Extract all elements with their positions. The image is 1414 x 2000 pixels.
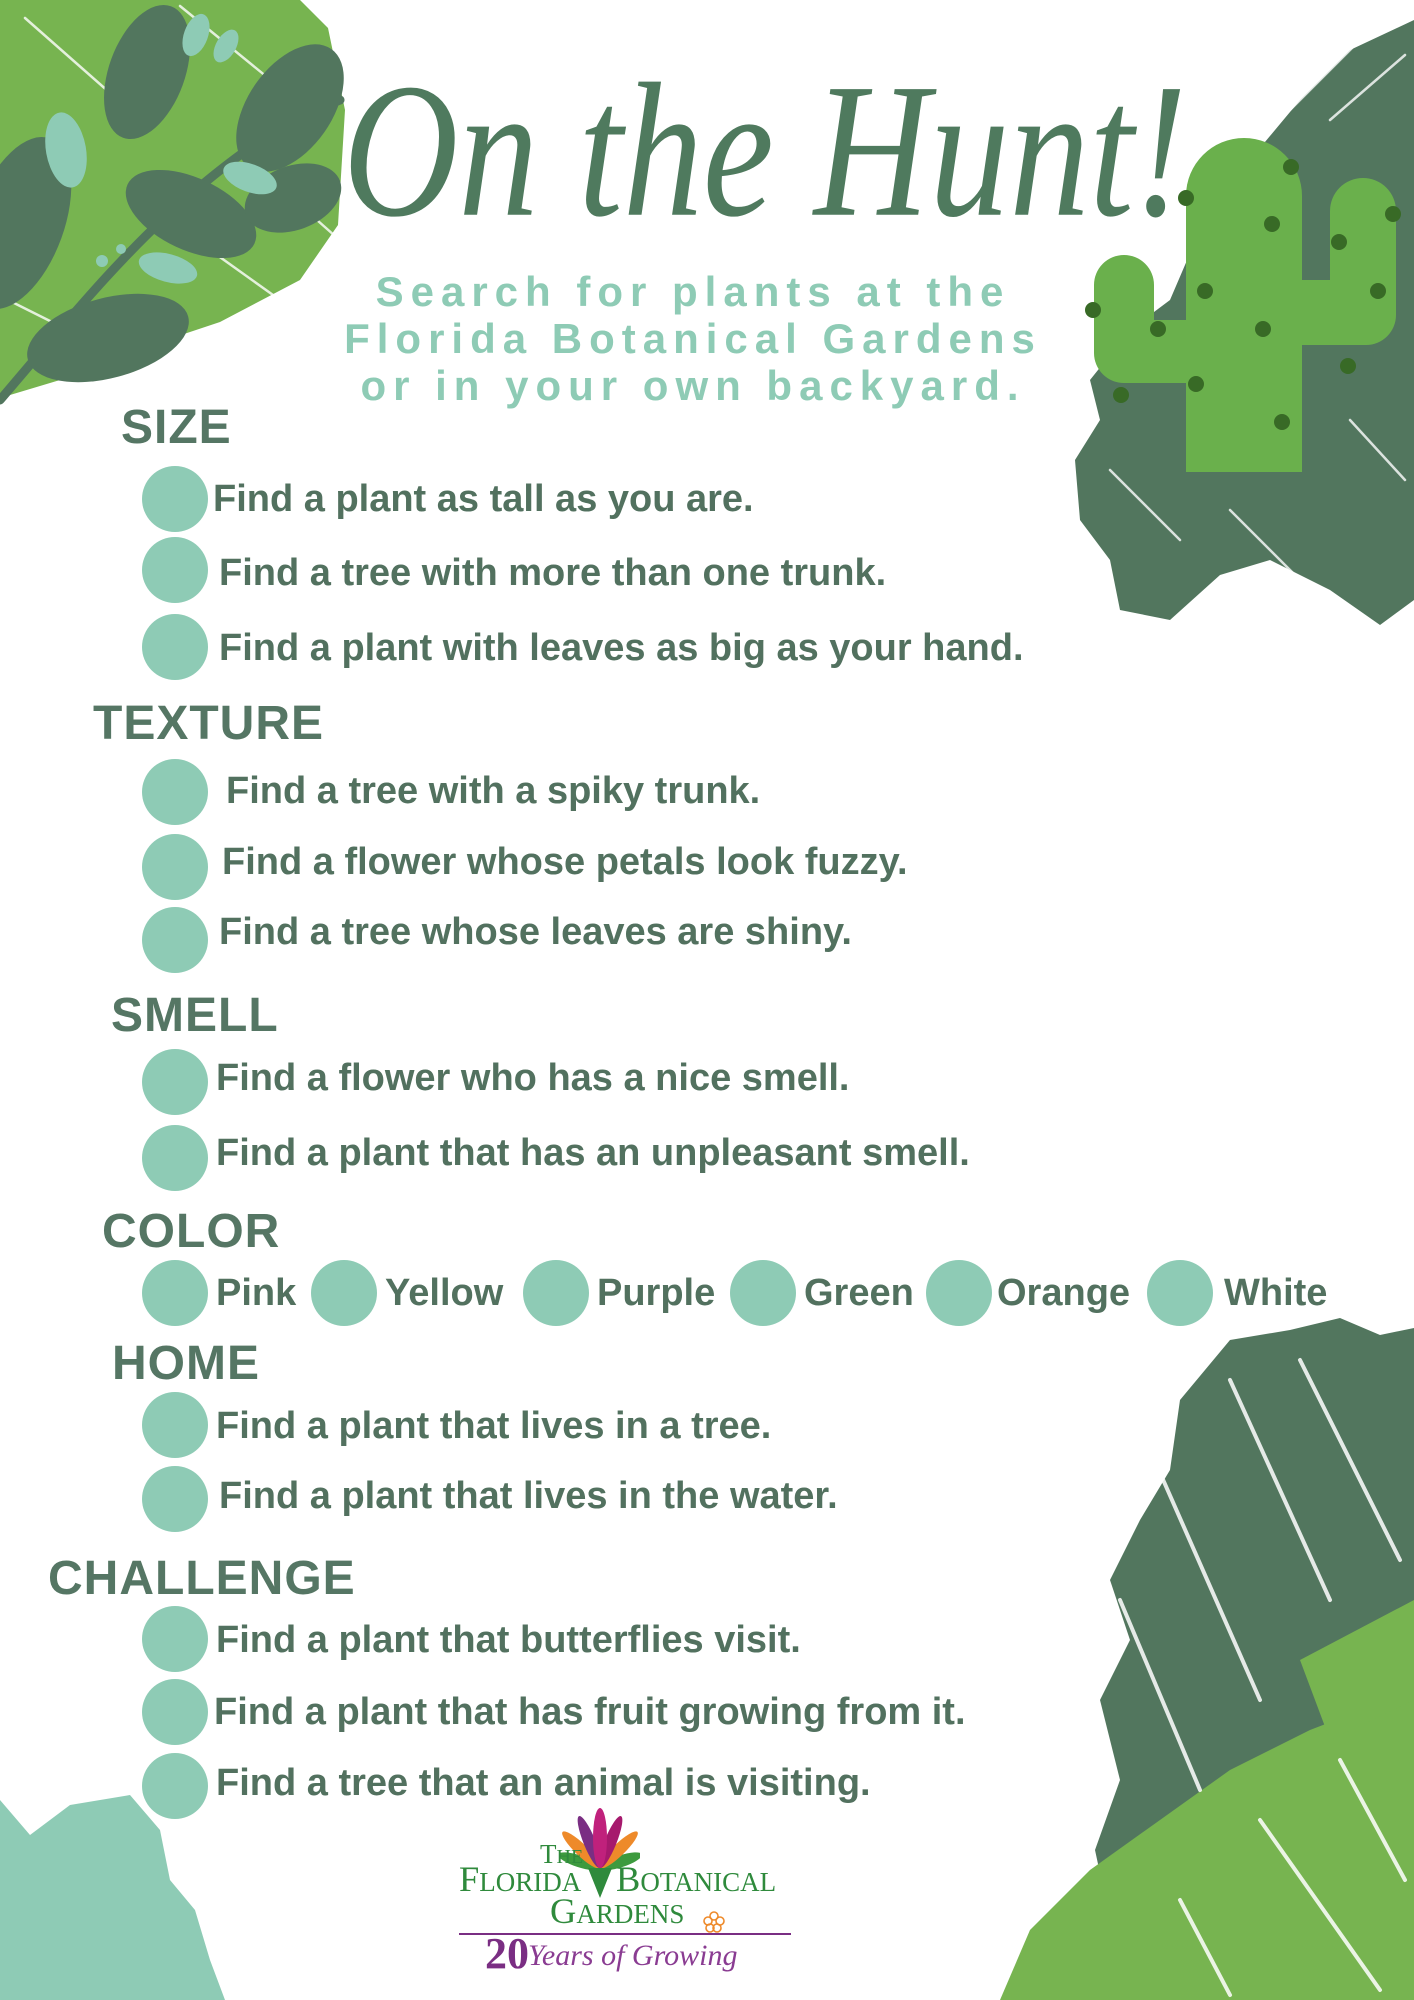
water-droplet bbox=[96, 255, 108, 267]
size-item-2-checkbox[interactable] bbox=[142, 537, 208, 603]
color-green-checkbox[interactable] bbox=[730, 1260, 796, 1326]
cactus-spine-dot bbox=[1385, 206, 1401, 222]
color-pink-checkbox[interactable] bbox=[142, 1260, 208, 1326]
subtitle-line-1: Search for plants at the bbox=[375, 268, 1011, 315]
challenge-item-2-checkbox[interactable] bbox=[142, 1679, 208, 1745]
cactus-spine-dot bbox=[1331, 234, 1347, 250]
challenge-item-3-text: Find a tree that an animal is visiting. bbox=[216, 1762, 871, 1804]
texture-item-1-text: Find a tree with a spiky trunk. bbox=[226, 770, 761, 812]
logo-botanical: BOTANICAL bbox=[616, 1859, 777, 1899]
water-droplet bbox=[116, 244, 126, 254]
logo-florida: FLORIDA bbox=[459, 1859, 582, 1899]
challenge-heading: CHALLENGE bbox=[48, 1552, 356, 1605]
cactus-spine-dot bbox=[1197, 283, 1213, 299]
cactus-spine-dot bbox=[1255, 321, 1271, 337]
texture-item-3-text: Find a tree whose leaves are shiny. bbox=[219, 911, 852, 953]
logo-tagline: Years of Growing bbox=[528, 1939, 738, 1972]
size-item-3-checkbox[interactable] bbox=[142, 614, 208, 680]
size-item-2-text: Find a tree with more than one trunk. bbox=[219, 552, 887, 594]
color-yellow-label: Yellow bbox=[385, 1272, 504, 1314]
color-purple-checkbox[interactable] bbox=[523, 1260, 589, 1326]
challenge-item-3-checkbox[interactable] bbox=[142, 1753, 208, 1819]
color-purple-label: Purple bbox=[597, 1272, 716, 1314]
bottom-right-brush-art bbox=[1000, 1318, 1414, 2000]
cactus-spine-dot bbox=[1274, 414, 1290, 430]
small-flower-icon bbox=[702, 1910, 726, 1934]
cactus-spine-dot bbox=[1370, 283, 1386, 299]
challenge-item-1-text: Find a plant that butterflies visit. bbox=[216, 1619, 801, 1661]
subtitle-line-2: Florida Botanical Gardens bbox=[344, 315, 1042, 362]
cactus-spine-dot bbox=[1188, 376, 1204, 392]
texture-item-3-checkbox[interactable] bbox=[142, 907, 208, 973]
challenge-item-2-text: Find a plant that has fruit growing from it. bbox=[214, 1691, 966, 1733]
color-yellow-checkbox[interactable] bbox=[311, 1260, 377, 1326]
challenge-item-1-checkbox[interactable] bbox=[142, 1606, 208, 1672]
home-item-1-text: Find a plant that lives in a tree. bbox=[216, 1405, 772, 1447]
smell-item-1-text: Find a flower who has a nice smell. bbox=[216, 1057, 850, 1099]
color-orange-label: Orange bbox=[997, 1272, 1131, 1314]
smell-item-2-text: Find a plant that has an unpleasant smell. bbox=[216, 1132, 970, 1174]
color-green-label: Green bbox=[804, 1272, 914, 1314]
home-heading: HOME bbox=[112, 1337, 260, 1390]
size-item-1-text: Find a plant as tall as you are. bbox=[213, 478, 754, 520]
mint-brush-stroke bbox=[0, 1795, 225, 2000]
home-item-2-checkbox[interactable] bbox=[142, 1466, 208, 1532]
color-heading: COLOR bbox=[102, 1205, 281, 1258]
size-item-3-text: Find a plant with leaves as big as your hand. bbox=[219, 627, 1024, 669]
color-white-label: White bbox=[1224, 1272, 1328, 1314]
logo-gardens: GARDENS bbox=[550, 1891, 685, 1931]
petal bbox=[593, 1808, 607, 1868]
smell-heading: SMELL bbox=[111, 989, 279, 1042]
size-heading: SIZE bbox=[121, 401, 232, 454]
texture-item-2-text: Find a flower whose petals look fuzzy. bbox=[222, 841, 908, 883]
cactus-spine-dot bbox=[1264, 216, 1280, 232]
logo-anniversary-number: 20 bbox=[485, 1929, 529, 1978]
texture-heading: TEXTURE bbox=[93, 697, 325, 750]
smell-item-1-checkbox[interactable] bbox=[142, 1049, 208, 1115]
cactus-spine-dot bbox=[1085, 302, 1101, 318]
cactus-spine-dot bbox=[1150, 321, 1166, 337]
subtitle bbox=[300, 268, 1086, 409]
cactus-spine-dot bbox=[1283, 159, 1299, 175]
color-orange-checkbox[interactable] bbox=[926, 1260, 992, 1326]
color-pink-label: Pink bbox=[216, 1272, 297, 1314]
stem bbox=[588, 1868, 612, 1898]
page-title: On the Hunt! bbox=[342, 43, 1188, 257]
color-white-checkbox[interactable] bbox=[1147, 1260, 1213, 1326]
subtitle-line-3: or in your own backyard. bbox=[360, 362, 1026, 409]
cactus-spine-dot bbox=[1340, 358, 1356, 374]
logo-the: THE bbox=[540, 1839, 584, 1869]
texture-item-2-checkbox[interactable] bbox=[142, 834, 208, 900]
smell-item-2-checkbox[interactable] bbox=[142, 1125, 208, 1191]
texture-item-1-checkbox[interactable] bbox=[142, 759, 208, 825]
size-item-1-checkbox[interactable] bbox=[142, 466, 208, 532]
home-item-1-checkbox[interactable] bbox=[142, 1392, 208, 1458]
home-item-2-text: Find a plant that lives in the water. bbox=[219, 1475, 838, 1517]
cactus-spine-dot bbox=[1113, 387, 1129, 403]
